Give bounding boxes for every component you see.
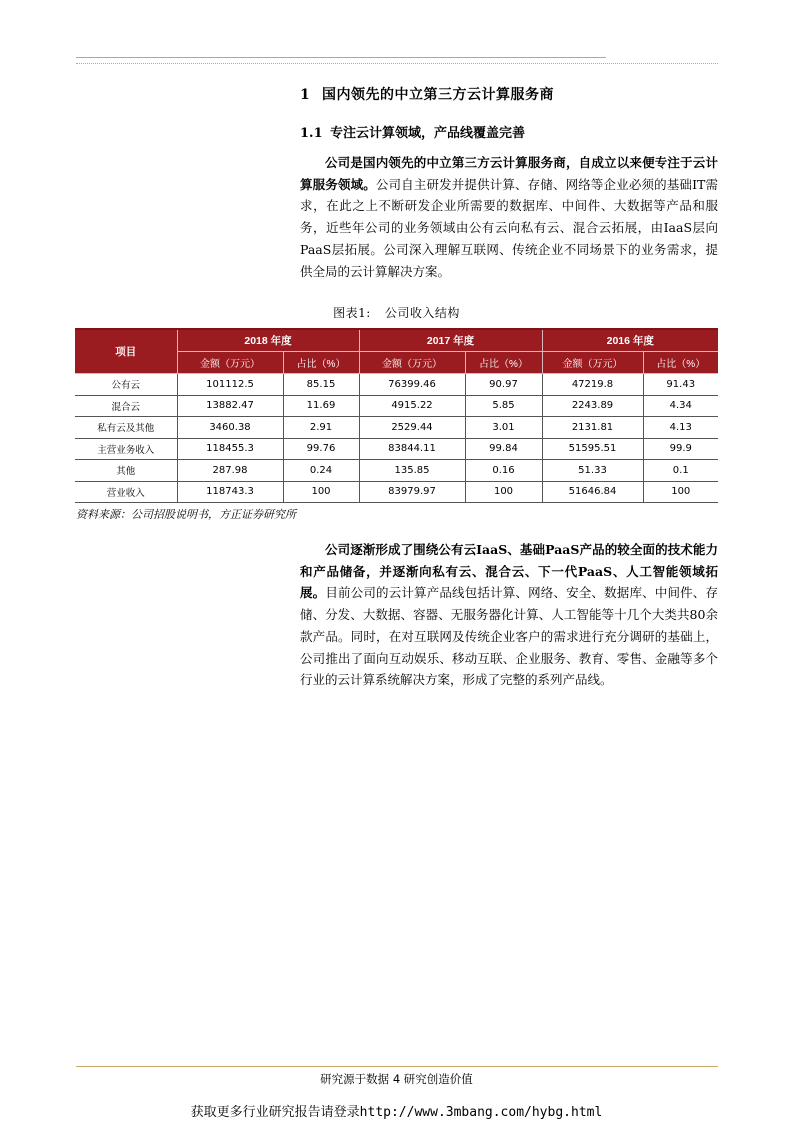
ratio-cell: 100 (643, 481, 718, 503)
ratio-cell: 11.69 (283, 395, 359, 417)
ratio-cell: 99.76 (283, 438, 359, 460)
amount-cell: 51.33 (542, 460, 643, 482)
subsection-title: 专注云计算领域，产品线覆盖完善 (330, 126, 526, 141)
subsection-number: 1.1 (300, 126, 323, 141)
ratio-cell: 3.01 (465, 417, 542, 439)
item-header: 项目 (75, 329, 177, 374)
table-row (75, 395, 718, 417)
product-lead: 公司逐渐形成了围绕公有云IaaS、基础PaaS产品的较全面的技术能力和产品储备，并逐渐向私有云、混合云、下一代PaaS、人工智能领域拓展。 (300, 542, 718, 601)
amount-cell: 2243.89 (542, 395, 643, 417)
section-heading (300, 84, 554, 104)
amount-cell: 76399.46 (359, 374, 465, 396)
amount-cell: 83979.97 (359, 481, 465, 503)
ratio-cell: 0.16 (465, 460, 542, 482)
ratio-cell: 0.1 (643, 460, 718, 482)
section-title: 国内领先的中立第三方云计算服务商 (322, 87, 554, 103)
table-source: 资料来源：公司招股说明书，方正证券研究所 (76, 508, 296, 521)
table-row (75, 374, 718, 396)
ratio-header: 占比（%） (465, 352, 542, 374)
amount-cell: 83844.11 (359, 438, 465, 460)
amount-cell: 2529.44 (359, 417, 465, 439)
subsection-heading (300, 122, 525, 141)
amount-cell: 47219.8 (542, 374, 643, 396)
footer-rule (76, 1066, 718, 1067)
ratio-cell: 99.9 (643, 438, 718, 460)
header-rule (76, 57, 606, 58)
revenue-table (75, 328, 718, 503)
ratio-header: 占比（%） (283, 352, 359, 374)
amount-header: 金额（万元） (542, 352, 643, 374)
report-link[interactable]: 获取更多行业研究报告请登录http://www.3mbang.com/hybg.html (190, 1105, 603, 1120)
year-header: 2018 年度 (177, 329, 359, 352)
amount-cell: 118743.3 (177, 481, 283, 503)
ratio-cell: 91.43 (643, 374, 718, 396)
row-label: 私有云及其他 (75, 417, 177, 439)
row-label: 主营业务收入 (75, 438, 177, 460)
page-footer: 研究源于数据 4 研究创造价值 (320, 1072, 473, 1086)
table-row (75, 460, 718, 482)
ratio-header: 占比（%） (643, 352, 718, 374)
amount-cell: 4915.22 (359, 395, 465, 417)
amount-header: 金额（万元） (177, 352, 283, 374)
ratio-cell: 4.34 (643, 395, 718, 417)
ratio-cell: 99.84 (465, 438, 542, 460)
ratio-cell: 0.24 (283, 460, 359, 482)
amount-cell: 51595.51 (542, 438, 643, 460)
year-header-row (75, 329, 718, 352)
product-paragraph (300, 539, 718, 691)
table-caption (0, 304, 793, 321)
ratio-cell: 90.97 (465, 374, 542, 396)
amount-cell: 101112.5 (177, 374, 283, 396)
amount-cell: 135.85 (359, 460, 465, 482)
ratio-cell: 5.85 (465, 395, 542, 417)
table-row (75, 438, 718, 460)
year-header: 2017 年度 (359, 329, 542, 352)
table-row (75, 481, 718, 503)
row-label: 混合云 (75, 395, 177, 417)
ratio-cell: 100 (465, 481, 542, 503)
table-row (75, 417, 718, 439)
ratio-cell: 85.15 (283, 374, 359, 396)
row-label: 营业收入 (75, 481, 177, 503)
ratio-cell: 2.91 (283, 417, 359, 439)
row-label: 公有云 (75, 374, 177, 396)
year-header: 2016 年度 (542, 329, 718, 352)
amount-cell: 3460.38 (177, 417, 283, 439)
amount-cell: 118455.3 (177, 438, 283, 460)
amount-cell: 13882.47 (177, 395, 283, 417)
intro-body: 公司自主研发并提供计算、存储、网络等企业必须的基础IT需求，在此之上不断研发企业所需要的数据库、中间件、大数据等产品和服务，近些年公司的业务领域由公有云向私有云、混合云拓展，由IaaS层向PaaS层拓展。公司深入理解互联网、传统企业不同场景下的业务需求，提供全局的云计算解决方案。 (300, 176, 718, 279)
amount-cell: 287.98 (177, 460, 283, 482)
amount-header: 金额（万元） (359, 352, 465, 374)
amount-cell: 2131.81 (542, 417, 643, 439)
caption-label: 图表1: (333, 306, 371, 320)
ratio-cell: 100 (283, 481, 359, 503)
section-number: 1 (300, 87, 311, 103)
product-body: 目前公司的云计算产品线包括计算、网络、安全、数据库、中间件、存储、分发、大数据、容器、无服务器化计算、人工智能等十几个大类共80余款产品。同时，在对互联网及传统企业客户的需求进行充分调研的基础上，公司推出了面向互动娱乐、移动互联、企业服务、教育、零售、金融等多个行业的云计算系统解决方案，形成了完整的系列产品线。 (300, 585, 718, 688)
caption-title: 公司收入结构 (384, 306, 460, 320)
amount-cell: 51646.84 (542, 481, 643, 503)
ratio-cell: 4.13 (643, 417, 718, 439)
header-dotted-rule (76, 63, 718, 64)
intro-paragraph (300, 152, 718, 282)
intro-lead: 公司是国内领先的中立第三方云计算服务商，自成立以来便专注于云计算服务领域。 (300, 155, 718, 192)
row-label: 其他 (75, 460, 177, 482)
